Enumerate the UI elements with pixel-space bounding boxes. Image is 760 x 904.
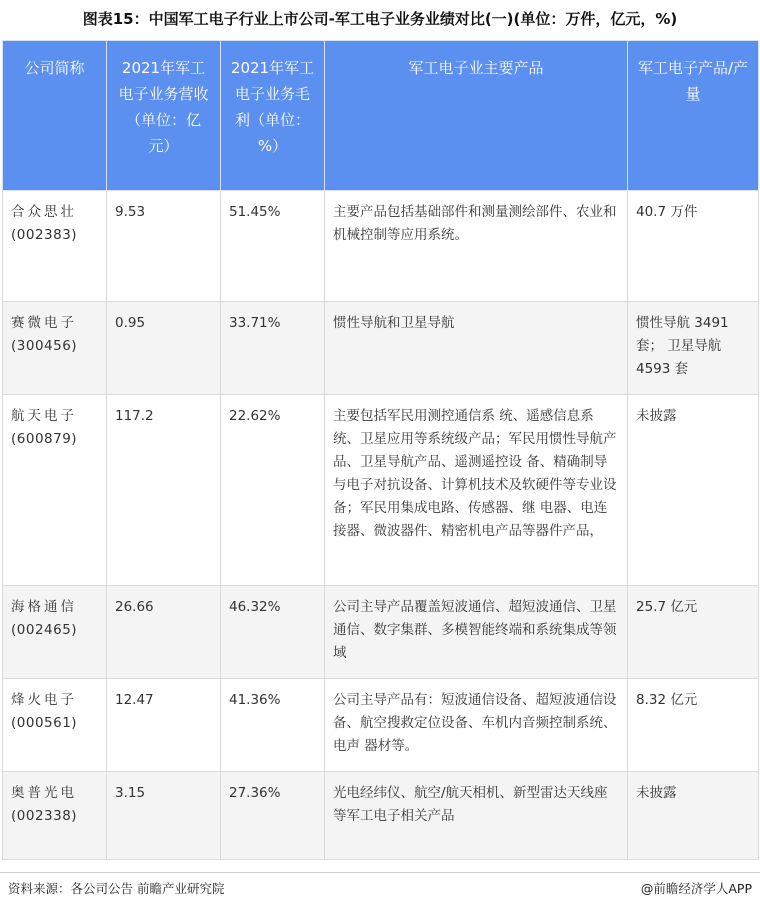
margin-cell: 22.62% [221,395,325,586]
header-revenue: 2021年军工电子业务营收（单位：亿元） [107,41,221,191]
table-row [3,679,759,772]
products-cell: 公司主导产品有：短波通信设备、超短波通信设备、航空搜救定位设备、车机内音频控制系统、电声 器材等。 [325,679,628,772]
output-cell: 8.32 亿元 [628,679,759,772]
table-header-row [3,41,759,191]
products-cell: 主要产品包括基础部件和测量测绘部件、农业和机械控制等应用系统。 [325,191,628,302]
table-row [3,772,759,860]
footer [0,872,760,903]
revenue-cell: 9.53 [107,191,221,302]
table-row [3,302,759,395]
company-name: 合众思壮 [11,204,77,220]
products-cell: 主要包括军民用测控通信系 统、遥感信息系统、卫星应用等系统级产品；军民用惯性导航产品、卫星导航产品、遥测遥控设 备、精确制导与电子对抗设备、计算机技术及软硬件等专业设备；军民用集成电路、传感器、继 电器、电连接器、微波器件、精密机电产品等器件产品， [325,395,628,586]
output-cell: 未披露 [628,395,759,586]
output-cell: 惯性导航 3491 套； 卫星导航 4593 套 [628,302,759,395]
company-name: 航天电子 [11,408,77,424]
header-output: 军工电子产品/产量 [628,41,759,191]
header-company: 公司简称 [3,41,107,191]
source-note: 资料来源：各公司公告 前瞻产业研究院 [8,881,225,896]
margin-cell: 33.71% [221,302,325,395]
table-row [3,586,759,679]
output-cell: 40.7 万件 [628,191,759,302]
stock-code: (000561) [11,715,78,731]
revenue-cell: 117.2 [107,395,221,586]
margin-cell: 51.45% [221,191,325,302]
company-cell [3,586,107,679]
margin-cell: 41.36% [221,679,325,772]
margin-cell: 46.32% [221,586,325,679]
company-cell [3,395,107,586]
brand-attribution: @前瞻经济学人APP [640,881,752,896]
stock-code: (600879) [11,431,78,447]
output-cell: 25.7 亿元 [628,586,759,679]
company-name: 奥普光电 [11,785,77,801]
stock-code: (002338) [11,808,78,824]
table-row [3,395,759,586]
company-name: 海格通信 [11,599,77,615]
comparison-table [2,40,759,860]
revenue-cell: 0.95 [107,302,221,395]
table-row [3,191,759,302]
products-cell: 公司主导产品覆盖短波通信、超短波通信、卫星通信、数字集群、多模智能终端和系统集成等领域 [325,586,628,679]
output-cell: 未披露 [628,772,759,860]
company-name: 赛微电子 [11,315,77,331]
revenue-cell: 3.15 [107,772,221,860]
products-cell: 惯性导航和卫星导航 [325,302,628,395]
company-name: 烽火电子 [11,692,77,708]
company-cell [3,772,107,860]
revenue-cell: 26.66 [107,586,221,679]
stock-code: (300456) [11,338,78,354]
header-products: 军工电子业主要产品 [325,41,628,191]
header-margin: 2021年军工电子业务毛利（单位：%） [221,41,325,191]
company-cell [3,302,107,395]
revenue-cell: 12.47 [107,679,221,772]
page-title: 图表15：中国军工电子行业上市公司-军工电子业务业绩对比(一)(单位：万件，亿元，%) [82,10,678,28]
company-cell [3,191,107,302]
stock-code: (002465) [11,622,78,638]
margin-cell: 27.36% [221,772,325,860]
products-cell: 光电经纬仪、航空/航天相机、新型雷达天线座等军工电子相关产品 [325,772,628,860]
stock-code: (002383) [11,227,78,243]
company-cell [3,679,107,772]
